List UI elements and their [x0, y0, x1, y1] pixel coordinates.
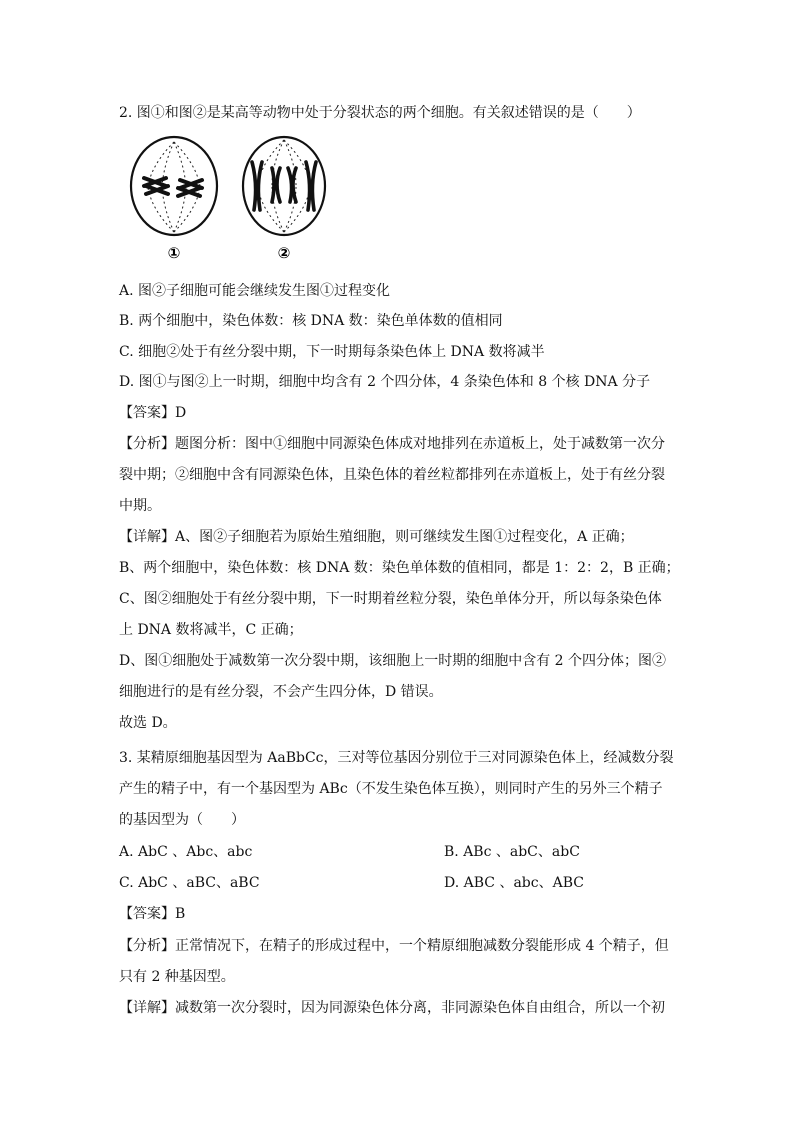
q2-detail-line: 上 DNA 数将减半，C 正确； — [119, 622, 303, 638]
q2-option-c: C. 细胞②处于有丝分裂中期，下一时期每条染色体上 DNA 数将减半 — [119, 344, 545, 360]
q2-conclusion: 故选 D。 — [119, 715, 177, 731]
q3-analysis-line: 只有 2 种基因型。 — [119, 969, 235, 985]
cell-1-diagram — [131, 137, 217, 235]
q2-option-b: B. 两个细胞中，染色体数：核 DNA 数：染色单体数的值相同 — [119, 313, 503, 329]
q2-detail-line: B、两个细胞中，染色体数：核 DNA 数：染色单体数的值相同，都是 1：2：2，B 正确； — [119, 560, 680, 576]
q3-stem-line: 3. 某精原细胞基因型为 AaBbCc，三对等位基因分别位于三对同源染色体上，经减数分裂 — [119, 750, 674, 766]
cell-division-figure — [124, 134, 348, 264]
q3-answer: 【答案】B — [119, 906, 186, 922]
q3-option-c: C. AbC 、aBC、aBC — [119, 875, 260, 891]
q2-option-a: A. 图②子细胞可能会继续发生图①过程变化 — [119, 283, 391, 299]
q3-option-a: A. AbC 、Abc、abc — [119, 844, 253, 860]
q3-analysis-line: 【分析】正常情况下，在精子的形成过程中，一个精原细胞减数分裂能形成 4 个精子，但 — [119, 938, 669, 954]
q2-analysis-line: 【分析】题图分析：图中①细胞中同源染色体成对地排列在赤道板上，处于减数第一次分 — [119, 436, 665, 452]
q2-option-d: D. 图①与图②上一时期，细胞中均含有 2 个四分体，4 条染色体和 8 个核 DNA 分子 — [119, 374, 651, 390]
q3-stem-line: 的基因型为（ ） — [119, 812, 245, 828]
q2-detail-line: 细胞进行的是有丝分裂，不会产生四分体，D 错误。 — [119, 684, 443, 700]
cell-1-label: ① — [167, 244, 181, 262]
cell-2-diagram — [243, 137, 325, 235]
q2-analysis-line: 裂中期；②细胞中含有同源染色体，且染色体的着丝粒都排列在赤道板上，处于有丝分裂 — [119, 467, 665, 483]
q3-stem-line: 产生的精子中，有一个基因型为 ABc（不发生染色体互换），则同时产生的另外三个精子 — [119, 781, 663, 797]
q2-analysis-line: 中期。 — [119, 498, 161, 514]
q2-detail-line: C、图②细胞处于有丝分裂中期，下一时期着丝粒分裂，染色单体分开，所以每条染色体 — [119, 591, 662, 607]
q3-option-b: B. ABc 、abC、abC — [444, 844, 580, 860]
q2-answer: 【答案】D — [119, 405, 187, 421]
cell-2-label: ② — [277, 244, 291, 262]
q2-detail-line: 【详解】A、图②子细胞若为原始生殖细胞，则可继续发生图①过程变化，A 正确； — [119, 529, 634, 545]
q3-detail-line: 【详解】减数第一次分裂时，因为同源染色体分离，非同源染色体自由组合，所以一个初 — [119, 1000, 665, 1016]
q2-detail-line: D、图①细胞处于减数第一次分裂中期，该细胞上一时期的细胞中含有 2 个四分体；图② — [119, 653, 667, 669]
q2-stem: 2. 图①和图②是某高等动物中处于分裂状态的两个细胞。有关叙述错误的是（ ） — [119, 105, 641, 121]
q3-option-d: D. ABC 、abc、ABC — [444, 875, 584, 891]
